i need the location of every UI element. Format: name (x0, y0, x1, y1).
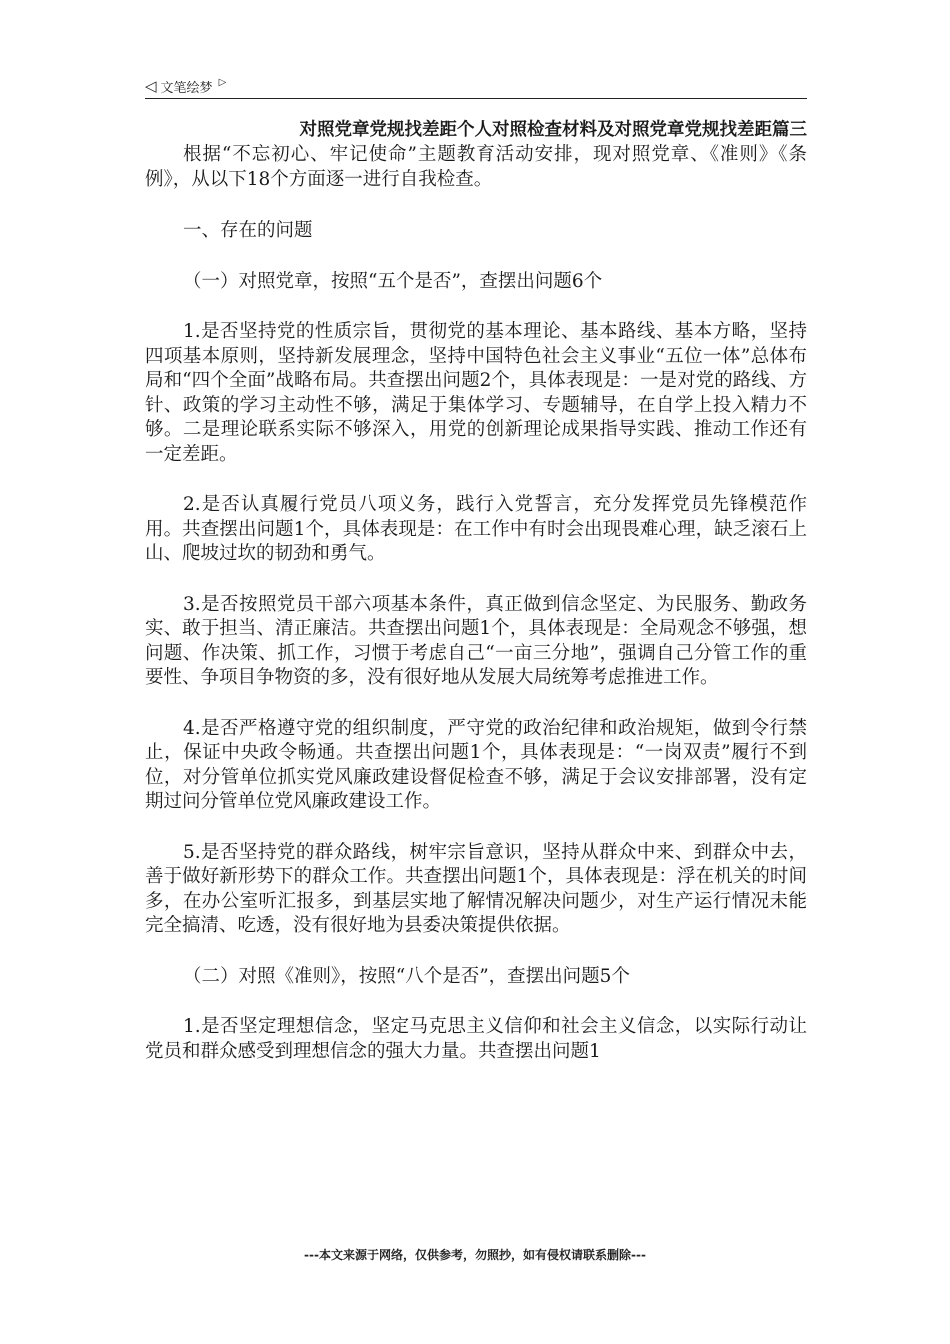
section-heading: 一、存在的问题 (183, 220, 313, 241)
footer-notice: ---本文来源于网络，仅供参考，勿照抄，如有侵权请联系删除--- (304, 1248, 646, 1262)
subsection-heading-2: （二）对照《准则》，按照“八个是否”，查摆出问题5个 (183, 965, 630, 987)
item-paragraph: 4.是否严格遵守党的组织制度，严守党的政治纪律和政治规矩，做到令行禁止，保证中央政令畅通。共查摆出问题1个，具体表现是：“一岗双责”履行不到位，对分管单位抓实党风廉政建设督促检查不够，满足于会议安排部署，没有定期过问分管单位党风廉政建设工作。 (145, 717, 807, 812)
item-paragraph: 3.是否按照党员干部六项基本条件，真正做到信念坚定、为民服务、勤政务实、敢于担当、清正廉洁。共查摆出问题1个，具体表现是：全局观念不够强，想问题、作决策、抓工作，习惯于考虑自己“一亩三分地”，强调自己分管工作的重要性、争项目争物资的多，没有很好地从发展大局统筹考虑推进工作。 (145, 593, 807, 688)
item-paragraph: 1.是否坚持党的性质宗旨，贯彻党的基本理论、基本路线、基本方略，坚持四项基本原则，坚持新发展理念，坚持中国特色社会主义事业“五位一体”总体布局和“四个全面”战略布局。共查摆出问题2个，具体表现是：一是对党的路线、方针、政策的学习主动性不够，满足于集体学习、专题辅导，在自学上投入精力不够。二是理论联系实际不够深入，用党的创新理论成果指导实践、推动工作还有一定差距。 (145, 321, 807, 465)
header-divider (145, 98, 807, 99)
document-title: 对照党章党规找差距个人对照检查材料及对照党章党规找差距篇三 (299, 120, 807, 140)
header-brand: 文笔绘梦 (160, 80, 213, 96)
left-triangle-icon: ◁ (145, 76, 157, 95)
item-paragraph: 5.是否坚持党的群众路线，树牢宗旨意识，坚持从群众中来、到群众中去，善于做好新形势下的群众工作。共查摆出问题1个，具体表现是：浮在机关的时间多，在办公室听汇报多，到基层实地了解情况解决问题少，对生产运行情况未能完全搞清、吃透，没有很好地为县委决策提供依据。 (145, 841, 807, 936)
document-body (145, 118, 807, 1064)
intro-paragraph: 根据“不忘初心、牢记使命”主题教育活动安排，现对照党章、《准则》《条例》，从以下18个方面逐一进行自我检查。 (145, 144, 807, 190)
page-header (145, 74, 805, 98)
right-triangle-icon: ▷ (218, 77, 227, 88)
subsection-heading-1: （一）对照党章，按照“五个是否”，查摆出问题6个 (183, 270, 603, 292)
item-paragraph: 2.是否认真履行党员八项义务，践行入党誓言，充分发挥党员先锋模范作用。共查摆出问题1个，具体表现是：在工作中有时会出现畏难心理，缺乏滚石上山、爬坡过坎的韧劲和勇气。 (145, 494, 807, 564)
item-paragraph: 1.是否坚定理想信念，坚定马克思主义信仰和社会主义信念，以实际行动让党员和群众感受到理想信念的强大力量。共查摆出问题1 (145, 1016, 807, 1062)
